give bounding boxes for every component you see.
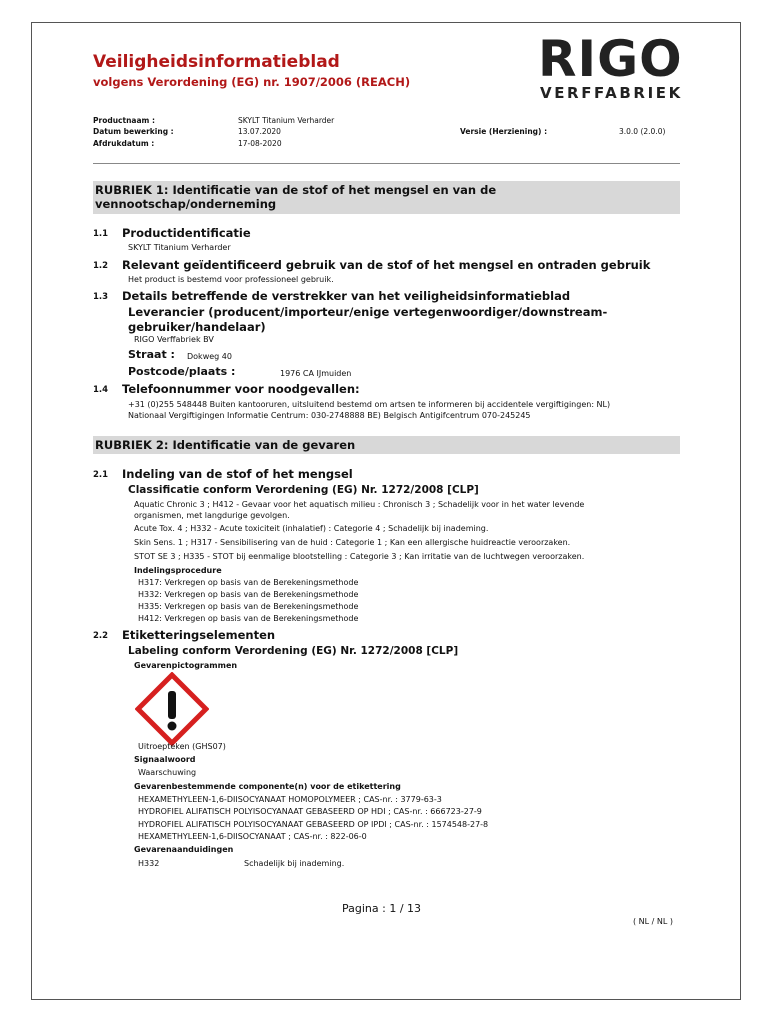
- section-2-1-number: 2.1: [93, 470, 109, 480]
- product-value: SKYLT Titanium Verharder: [238, 116, 335, 125]
- section-1-2-title: Relevant geïdentificeerd gebruik van de stof of het mengsel en ontraden gebruik: [122, 258, 651, 272]
- component-2: HYDROFIEL ALIFATISCH POLYISOCYANAAT GEBASEERD OP HDI ; CAS-nr. : 666723-27-9: [138, 807, 482, 816]
- product-identifier: SKYLT Titanium Verharder: [128, 243, 231, 252]
- section-2-2-title: Etiketteringselementen: [122, 628, 276, 642]
- hazard-text: Schadelijk bij inademing.: [244, 859, 345, 868]
- procedure-line-1: H317: Verkregen op basis van de Berekeningsmethode: [138, 578, 359, 587]
- signal-word-label: Signaalwoord: [134, 755, 196, 764]
- procedure-line-2: H332: Verkregen op basis van de Berekeningsmethode: [138, 590, 359, 599]
- document-title: Veiligheidsinformatieblad: [93, 52, 340, 72]
- section-1-4-title: Telefoonnummer voor noodgevallen:: [122, 382, 360, 396]
- language-code: ( NL / NL ): [633, 917, 673, 926]
- hazard-code: H332: [138, 859, 160, 868]
- pictogram-label: Gevarenpictogrammen: [134, 661, 238, 670]
- document-subtitle: volgens Verordening (EG) nr. 1907/2006 (REACH): [93, 75, 411, 89]
- street-value: Dokweg 40: [187, 352, 232, 361]
- section-1-title-line2: vennootschap/onderneming: [95, 197, 277, 211]
- procedure-line-4: H412: Verkregen op basis van de Berekeningsmethode: [138, 614, 359, 623]
- classification-line-1: Aquatic Chronic 3 ; H412 - Gevaar voor het aquatisch milieu : Chronisch 3 ; Schadelijk voor in het water levende: [134, 500, 585, 509]
- street-label: Straat :: [128, 348, 175, 361]
- classification-line-3: Acute Tox. 4 ; H332 - Acute toxiciteit (inhalatief) : Categorie 4 ; Schadelijk bij inademing.: [134, 524, 489, 533]
- component-4: HEXAMETHYLEEN-1,6-DIISOCYANAAT ; CAS-nr. : 822-06-0: [138, 832, 367, 841]
- classification-heading: Classificatie conform Verordening (EG) Nr. 1272/2008 [CLP]: [128, 484, 479, 496]
- classification-line-4: Skin Sens. 1 ; H317 - Sensibilisering van de huid : Categorie 1 ; Kan een allergische huidreactie veroorzaken.: [134, 538, 571, 547]
- procedure-label: Indelingsprocedure: [134, 566, 222, 575]
- section-2-1-title: Indeling van de stof of het mengsel: [122, 467, 353, 481]
- logo-sub: VERFFABRIEK: [540, 84, 683, 102]
- ghs07-exclamation-icon: [135, 672, 209, 746]
- section-1-4-number: 1.4: [93, 385, 109, 395]
- procedure-line-3: H335: Verkregen op basis van de Berekeningsmethode: [138, 602, 359, 611]
- classification-line-5: STOT SE 3 ; H335 - STOT bij eenmalige blootstelling : Categorie 3 ; Kan irritatie van de luchtwegen veroorzaken.: [134, 552, 585, 561]
- product-label: Productnaam :: [93, 116, 155, 125]
- logo-main: RIGO: [538, 30, 683, 88]
- version-label: Versie (Herziening) :: [460, 127, 548, 136]
- signal-word-value: Waarschuwing: [138, 768, 197, 777]
- intended-use: Het product is bestemd voor professioneel gebruik.: [128, 275, 334, 284]
- section-1-2-number: 1.2: [93, 261, 109, 271]
- components-label: Gevarenbestemmende componente(n) voor de etikettering: [134, 782, 401, 791]
- postcode-value: 1976 CA IJmuiden: [280, 369, 352, 378]
- section-1-1-title: Productidentificatie: [122, 226, 251, 240]
- supplier-heading-line1: Leverancier (producent/importeur/enige vertegenwoordiger/downstream-: [128, 305, 608, 319]
- pictogram-caption: Uitroepteken (GHS07): [138, 742, 226, 751]
- date-value: 13.07.2020: [238, 127, 281, 136]
- labeling-heading: Labeling conform Verordening (EG) Nr. 1272/2008 [CLP]: [128, 645, 459, 657]
- component-1: HEXAMETHYLEEN-1,6-DIISOCYANAAT HOMOPOLYMEER ; CAS-nr. : 3779-63-3: [138, 795, 442, 804]
- section-1-3-number: 1.3: [93, 292, 109, 302]
- classification-line-2: organismen, met langdurige gevolgen.: [134, 511, 290, 520]
- emergency-line-1: +31 (0)255 548448 Buiten kantooruren, uitsluitend bestemd om artsen te informeren bij accidentele vergiftigingen: NL): [128, 400, 611, 409]
- print-date-value: 17-08-2020: [238, 139, 282, 148]
- section-2-title: RUBRIEK 2: Identificatie van de gevaren: [95, 438, 356, 452]
- section-1-3-title: Details betreffende de verstrekker van het veiligheidsinformatieblad: [122, 289, 571, 303]
- header-divider: [93, 163, 680, 164]
- date-label: Datum bewerking :: [93, 127, 174, 136]
- version-value: 3.0.0 (2.0.0): [619, 127, 666, 136]
- print-date-label: Afdrukdatum :: [93, 139, 155, 148]
- section-1-1-number: 1.1: [93, 229, 109, 239]
- section-2-header: [93, 436, 680, 454]
- section-2-2-number: 2.2: [93, 631, 109, 641]
- section-1-header: [93, 181, 680, 214]
- emergency-line-2: Nationaal Vergiftigingen Informatie Centrum: 030-2748888 BE) Belgisch Antigifcentrum 070-245245: [128, 411, 531, 420]
- postcode-label: Postcode/plaats :: [128, 365, 236, 378]
- component-3: HYDROFIEL ALIFATISCH POLYISOCYANAAT GEBASEERD OP IPDI ; CAS-nr. : 1574548-27-8: [138, 820, 489, 829]
- supplier-heading-line2: gebruiker/handelaar): [128, 320, 266, 334]
- section-1-title-line1: RUBRIEK 1: Identificatie van de stof of het mengsel en van de: [95, 183, 497, 197]
- page-number: Pagina : 1 / 13: [342, 902, 422, 915]
- hazard-statements-label: Gevarenaanduidingen: [134, 845, 234, 854]
- supplier-company: RIGO Verffabriek BV: [134, 335, 214, 344]
